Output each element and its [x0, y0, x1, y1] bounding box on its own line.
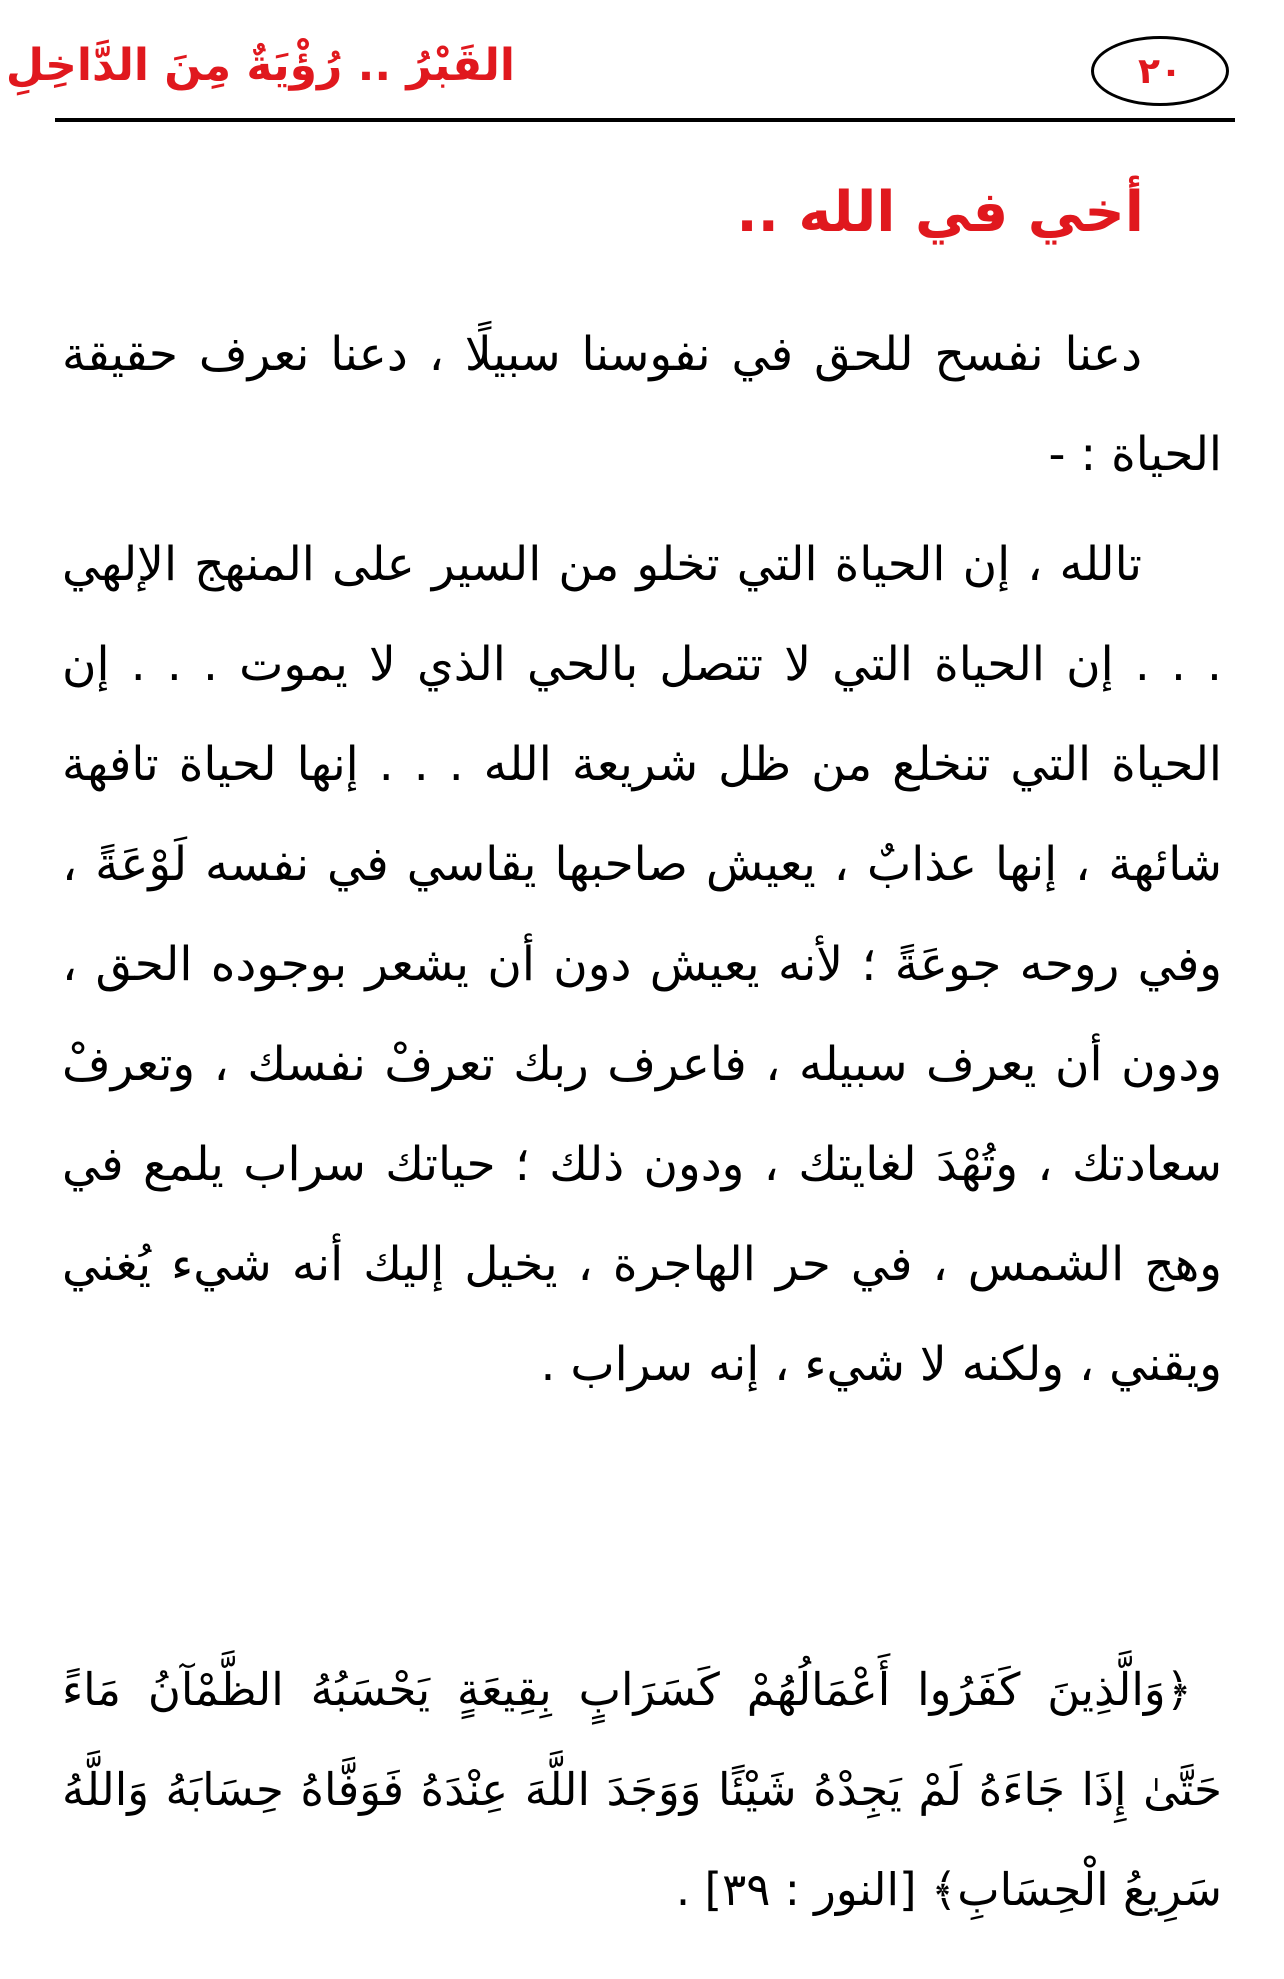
quran-verse-text: وَالَّذِينَ كَفَرُوا أَعْمَالُهُمْ كَسَرَابٍ بِقِيعَةٍ يَحْسَبُهُ الظَّمْآنُ مَاءً حَتَّىٰ إِذَا جَاءَهُ لَمْ يَجِدْهُ شَيْئًا وَوَجَدَ اللَّهَ عِنْدَهُ فَوَفَّاهُ حِسَابَهُ وَاللَّهُ سَرِيعُ الْحِسَابِ: [62, 1663, 1222, 1916]
verse-citation: [النور : ٣٩] .: [675, 1863, 917, 1916]
page-number: ٢٠: [1091, 36, 1229, 106]
running-title: القَبْرُ .. رُؤْيَةٌ مِنَ الدَّاخِلِ: [5, 40, 515, 91]
quran-close-bracket: ﴾: [930, 1863, 958, 1916]
quran-open-bracket: ﴿: [1165, 1663, 1192, 1716]
paragraph-intro: دعنا نفسح للحق في نفوسنا سبيلًا ، دعنا نعرف حقيقة الحياة : -: [62, 327, 1222, 482]
paragraph-main: تالله ، إن الحياة التي تخلو من السير على المنهج الإلهي . . . إن الحياة التي لا تتصل بالحي الذي لا يموت . . . إن الحياة التي تنخلع من ظل شريعة الله . . . إنها لحياة تافهة شائهة ، إنها عذابٌ ، يعيش صاحبها يقاسي في نفسه لَوْعَةً ، وفي روحه جوعَةً ؛ لأنه يعيش دون أن يشعر بوجوده الحق ، ودون أن يعرف سبيله ، فاعرف ربك تعرفْ نفسك ، وتعرفْ سعادتك ، وتُهْدَ لغايتك ، ودون ذلك ؛ حياتك سراب يلمع في وهج الشمس ، في حر الهاجرة ، يخيل إليك أنه شيء يُغني ويقني ، ولكنه لا شيء ، إنه سراب .: [62, 537, 1222, 1392]
section-heading: أخي في الله ..: [736, 180, 1144, 245]
header-divider: [55, 118, 1235, 122]
page-header: [5, 30, 1235, 125]
quran-verse: [62, 1640, 1222, 1940]
body-text: [62, 305, 1222, 1415]
